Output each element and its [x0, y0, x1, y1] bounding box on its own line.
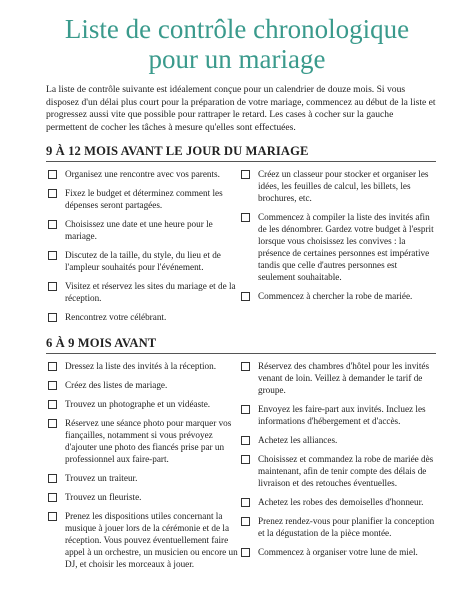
page-title: Liste de contrôle chronologique pour un mariage: [64, 14, 410, 74]
checklist-item: [241, 290, 436, 302]
checkbox[interactable]: [241, 548, 250, 557]
checkbox[interactable]: [48, 493, 57, 502]
section-heading: 9 À 12 MOIS AVANT LE JOUR DU MARIAGE: [46, 144, 436, 162]
checkbox[interactable]: [48, 512, 57, 521]
intro-paragraph: La liste de contrôle suivante est idéalement conçue pour un calendrier de douze mois. Si vous disposez d'un délai plus court pour la préparation de votre mariage, commencez au début de la liste et progressez aussi vite que possible pour rattraper le retard. Les cases à cocher sur la gauche permettent de cocher les tâches à mesure qu'elles sont effectuées.: [46, 84, 436, 133]
checkbox[interactable]: [241, 517, 250, 526]
checklist-item: [48, 510, 238, 570]
right-column: [241, 360, 436, 577]
checklist-item-text: Discutez de la taille, du style, du lieu et de l'ampleur souhaités pour l'événement.: [65, 250, 221, 273]
checklist-item-text: Dressez la liste des invités à la réception.: [65, 361, 217, 372]
checkbox[interactable]: [48, 170, 57, 179]
left-column: [48, 168, 238, 330]
checkbox[interactable]: [48, 313, 57, 322]
checklist-item-text: Choisissez une date et une heure pour le mariage.: [65, 219, 213, 242]
checkbox[interactable]: [48, 189, 57, 198]
checklist-item-text: Réservez des chambres d'hôtel pour les invités venant de loin. Veillez à demander le tarif de groupe.: [258, 361, 430, 396]
checkbox[interactable]: [241, 405, 250, 414]
checklist-item: [48, 168, 238, 180]
checkbox[interactable]: [48, 419, 57, 428]
checklist-item-text: Trouvez un fleuriste.: [65, 492, 142, 503]
checklist-item: [48, 249, 238, 273]
section-heading: 6 À 9 MOIS AVANT: [46, 336, 436, 354]
checklist-item: [241, 168, 436, 204]
section-6-9-months: [38, 336, 436, 577]
checkbox[interactable]: [241, 362, 250, 371]
checklist-item: [241, 360, 436, 396]
checklist-item: [241, 211, 436, 283]
checklist-item-text: Créez des listes de mariage.: [65, 380, 168, 391]
checklist-item: [241, 546, 436, 558]
checklist-item: [241, 496, 436, 508]
checklist-item: [48, 280, 238, 304]
checklist-item-text: Achetez les robes des demoiselles d'honneur.: [258, 497, 424, 508]
checkbox[interactable]: [241, 170, 250, 179]
checklist-item: [48, 398, 238, 410]
checklist-item-text: Trouvez un traiteur.: [65, 473, 138, 484]
right-column: [241, 168, 436, 330]
checkbox[interactable]: [48, 400, 57, 409]
checklist-item: [48, 187, 238, 211]
checkbox[interactable]: [241, 213, 250, 222]
checklist-item-text: Commencez à chercher la robe de mariée.: [258, 291, 413, 302]
checklist-item-text: Prenez rendez-vous pour planifier la conception et la dégustation de la pièce montée.: [258, 516, 435, 539]
section-columns: [48, 360, 436, 577]
checklist-item-text: Envoyez les faire-part aux invités. Incluez les informations d'hébergement et d'accès.: [258, 404, 426, 427]
checklist-item: [48, 218, 238, 242]
checklist-item-text: Fixez le budget et déterminez comment les dépenses seront partagées.: [65, 188, 223, 211]
checkbox[interactable]: [48, 381, 57, 390]
checkbox[interactable]: [48, 362, 57, 371]
checkbox[interactable]: [48, 474, 57, 483]
checklist-item-text: Créez un classeur pour stocker et organiser les idées, les feuilles de calcul, les billets, les brochures, etc.: [258, 169, 429, 204]
checklist-item-text: Prenez les dispositions utiles concernant la musique à jouer lors de la cérémonie et de la réception. Vous pouvez éventuellement faire appel à un orchestre, un musicien ou encore un DJ, et choisir les morceaux à jouer.: [65, 511, 238, 570]
checklist-item-text: Choisissez et commandez la robe de mariée dès maintenant, afin de tenir compte des délais de livraison et des retouches éventuelles.: [258, 454, 434, 489]
checklist-item-text: Rencontrez votre célébrant.: [65, 312, 167, 323]
checklist-item-text: Achetez les alliances.: [258, 435, 338, 446]
checkbox[interactable]: [48, 220, 57, 229]
checklist-item-text: Visitez et réservez les sites du mariage et de la réception.: [65, 281, 236, 304]
checklist-item: [48, 311, 238, 323]
checklist-item-text: Réservez une séance photo pour marquer vos fiançailles, notamment si vous prévoyez d'ajouter une photo des fiancés prise par un professionnel aux faire-part.: [65, 418, 232, 465]
checklist-item: [48, 379, 238, 391]
checkbox[interactable]: [241, 436, 250, 445]
checkbox[interactable]: [241, 455, 250, 464]
checklist-item: [241, 403, 436, 427]
checklist-item: [48, 472, 238, 484]
left-column: [48, 360, 238, 577]
checklist-item-text: Trouvez un photographe et un vidéaste.: [65, 399, 211, 410]
checklist-item: [241, 515, 436, 539]
checklist-item-text: Commencez à organiser votre lune de miel.: [258, 547, 418, 558]
section-9-12-months: [38, 144, 436, 330]
checkbox[interactable]: [241, 498, 250, 507]
checklist-item: [241, 453, 436, 489]
checklist-item: [241, 434, 436, 446]
checkbox[interactable]: [241, 292, 250, 301]
checklist-item-text: Organisez une rencontre avec vos parents.: [65, 169, 220, 180]
checklist-item: [48, 491, 238, 503]
checklist-item: [48, 360, 238, 372]
checkbox[interactable]: [48, 251, 57, 260]
checkbox[interactable]: [48, 282, 57, 291]
checklist-item-text: Commencez à compiler la liste des invités afin de les dénombrer. Gardez votre budget à l'esprit lorsque vous choisissez les convives : la présence de certaines personnes est impérative tandis que celle d'autres personnes est seulement souhaitable.: [258, 212, 434, 283]
section-columns: [48, 168, 436, 330]
checklist-item: [48, 417, 238, 465]
